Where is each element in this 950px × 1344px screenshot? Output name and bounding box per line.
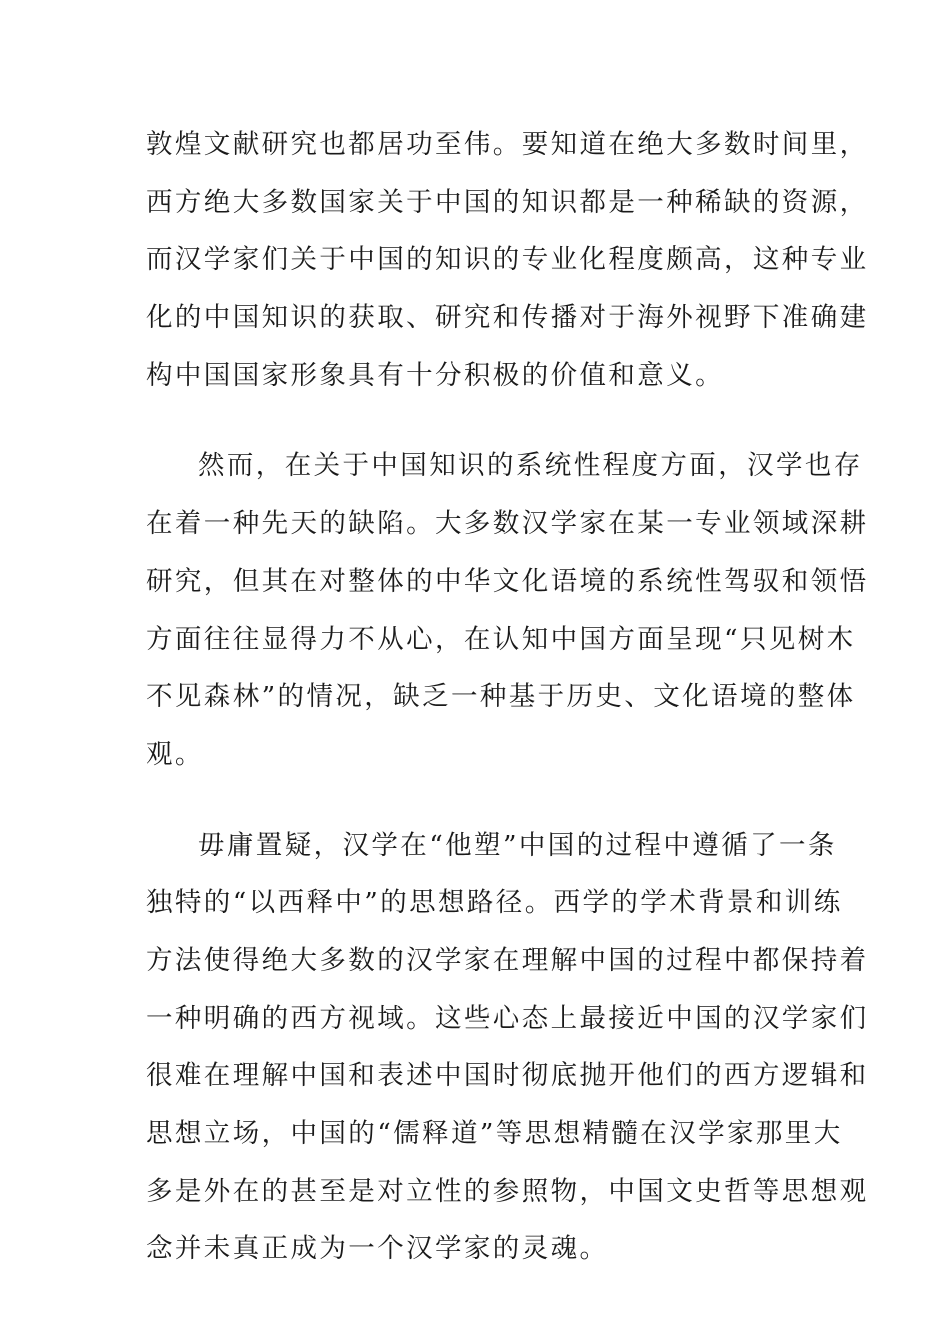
paragraph-gap	[146, 784, 796, 817]
text-line: 然而，在关于中国知识的系统性程度方面，汉学也存	[198, 450, 863, 482]
text-line: 思想立场，中国的“儒释道”等思想精髓在汉学家那里大	[146, 1118, 843, 1149]
text-line: 毋庸置疑，汉学在“他塑”中国的过程中遵循了一条	[198, 829, 837, 861]
text-line: 不见森林”的情况，缺乏一种基于历史、文化语境的整体	[146, 681, 856, 713]
paragraph-1	[146, 116, 869, 404]
text-line: 而汉学家们关于中国的知识的专业化程度颇高，这种专业	[146, 244, 869, 276]
text-line: 多是外在的甚至是对立性的参照物，中国文史哲等思想观	[146, 1175, 869, 1207]
text-line: 研究，但其在对整体的中华文化语境的系统性驾驭和领悟	[146, 565, 869, 597]
text-line: 敦煌文献研究也都居功至伟。要知道在绝大多数时间里，	[146, 129, 869, 160]
text-line: 方法使得绝大多数的汉学家在理解中国的过程中都保持着	[146, 944, 869, 976]
paragraph-gap	[146, 404, 796, 437]
text-line: 方面往往显得力不从心，在认知中国方面呈现“只见树木	[146, 623, 856, 655]
text-line: 独特的“以西释中”的思想路径。西学的学术背景和训练	[146, 887, 843, 919]
text-line: 观。	[146, 738, 204, 770]
text-line: 化的中国知识的获取、研究和传播对于海外视野下准确建	[146, 302, 869, 334]
text-line: 构中国国家形象具有十分积极的价值和意义。	[146, 359, 724, 391]
text-line: 念并未真正成为一个汉学家的灵魂。	[146, 1233, 609, 1265]
text-line: 一种明确的西方视域。这些心态上最接近中国的汉学家们	[146, 1002, 869, 1034]
paragraph-3	[146, 817, 869, 1279]
paragraph-2	[146, 437, 869, 783]
document-body	[146, 116, 869, 1278]
text-line: 很难在理解中国和表述中国时彻底抛开他们的西方逻辑和	[146, 1060, 869, 1092]
text-line: 西方绝大多数国家关于中国的知识都是一种稀缺的资源，	[146, 186, 869, 218]
text-line: 在着一种先天的缺陷。大多数汉学家在某一专业领域深耕	[146, 508, 869, 540]
